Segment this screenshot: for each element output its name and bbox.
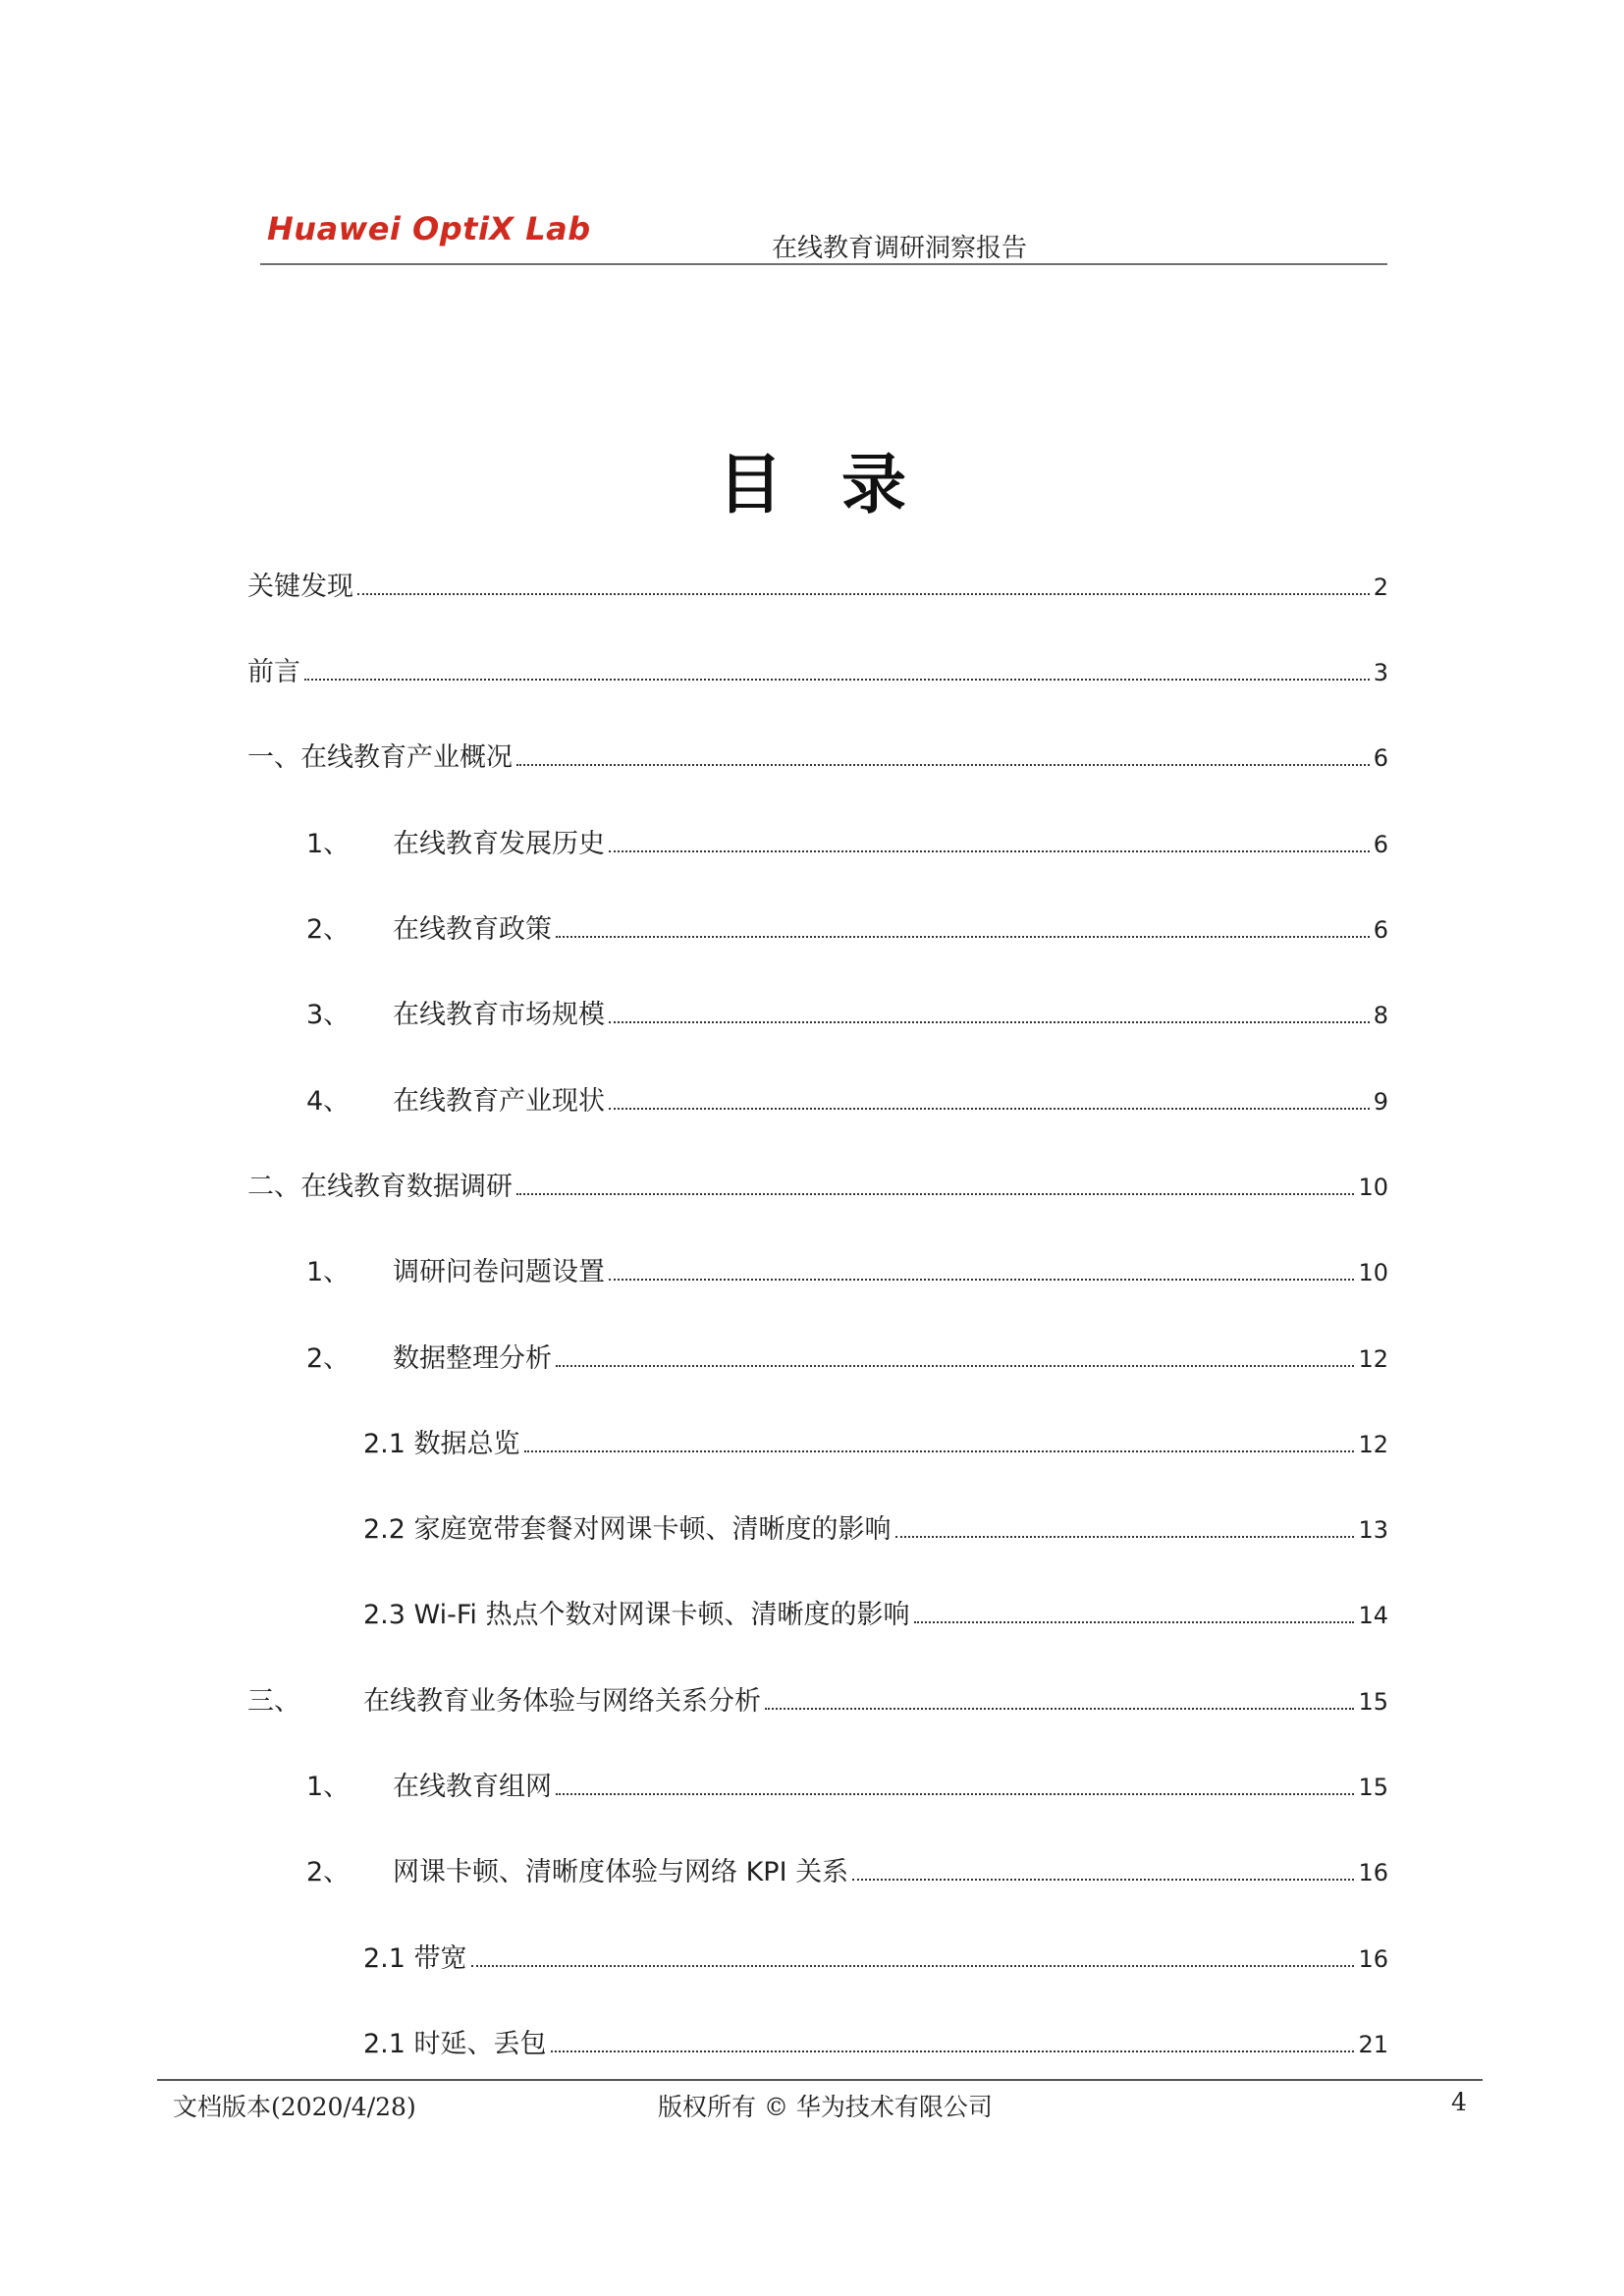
toc-leader-dots <box>609 1021 1370 1023</box>
toc-entry-page: 16 <box>1358 1945 1388 1973</box>
toc-entry-title: 调研问卷问题设置 <box>393 1257 605 1287</box>
toc-entry-title: 数据整理分析 <box>393 1343 552 1374</box>
toc-entry[interactable] <box>306 1764 1388 1803</box>
toc-leader-dots <box>609 1279 1354 1281</box>
toc-entry-title: 二、在线教育数据调研 <box>247 1172 513 1202</box>
toc-entry[interactable] <box>247 649 1388 688</box>
toc-entry-page: 6 <box>1373 831 1388 858</box>
toc-entry-page: 6 <box>1373 916 1388 944</box>
toc-entry-page: 14 <box>1358 1602 1388 1629</box>
toc-entry-title: 在线教育发展历史 <box>393 829 605 859</box>
toc-entry-page: 21 <box>1358 2031 1388 2058</box>
header-logo: Huawei OptiX Lab <box>267 210 591 247</box>
toc-entry[interactable] <box>247 564 1388 603</box>
toc-leader-dots <box>524 1450 1355 1452</box>
toc-entry-number: 1、 <box>306 1257 351 1287</box>
toc-entry[interactable] <box>363 1506 1388 1546</box>
toc-entry[interactable] <box>306 1336 1388 1375</box>
toc-entry[interactable] <box>363 2021 1388 2060</box>
toc-entry-page: 10 <box>1358 1174 1388 1201</box>
toc-entry[interactable] <box>363 1421 1388 1460</box>
toc-leader-dots <box>516 764 1370 766</box>
toc-leader-dots <box>551 2050 1355 2052</box>
toc-entry[interactable] <box>306 992 1388 1031</box>
toc-entry[interactable] <box>247 735 1388 774</box>
toc-leader-dots <box>609 850 1370 852</box>
toc-entry-title: 在线教育业务体验与网络关系分析 <box>363 1686 761 1717</box>
toc-entry-page: 15 <box>1358 1688 1388 1716</box>
toc-entry-page: 12 <box>1358 1345 1388 1373</box>
toc-leader-dots <box>852 1879 1354 1881</box>
toc-entry-title: 在线教育组网 <box>393 1772 552 1802</box>
toc-entry-title: 一、在线教育产业概况 <box>247 742 513 773</box>
toc-entry-page: 15 <box>1358 1774 1388 1801</box>
toc-entry-page: 2 <box>1373 574 1388 601</box>
toc-entry-page: 6 <box>1373 744 1388 772</box>
toc-entry-number: 2、 <box>306 914 351 945</box>
toc-entry-title: 网课卡顿、清晰度体验与网络 KPI 关系 <box>393 1857 849 1887</box>
toc-leader-dots <box>556 1365 1354 1367</box>
toc-entry[interactable] <box>306 821 1388 860</box>
footer-divider <box>157 2079 1483 2081</box>
toc-entry[interactable] <box>306 1849 1388 1888</box>
toc-entry-title: 2.1 数据总览 <box>363 1429 520 1459</box>
toc-heading: 目录 <box>718 447 965 522</box>
toc-entry-title: 2.1 时延、丢包 <box>363 2029 547 2059</box>
toc-leader-dots <box>914 1621 1355 1623</box>
toc-leader-dots <box>895 1536 1355 1538</box>
toc-entry[interactable] <box>247 1678 1388 1718</box>
toc-entry-number: 1、 <box>306 829 351 859</box>
toc-entry-page: 12 <box>1358 1431 1388 1458</box>
toc-leader-dots <box>556 936 1370 938</box>
toc-leader-dots <box>304 679 1370 681</box>
footer-version: 文档版本(2020/4/28) <box>173 2093 416 2121</box>
toc-entry-number: 4、 <box>306 1086 351 1117</box>
footer-page-number: 4 <box>1451 2088 1467 2116</box>
toc-entry[interactable] <box>247 1164 1388 1203</box>
toc-entry-title: 2.3 Wi-Fi 热点个数对网课卡顿、清晰度的影响 <box>363 1600 910 1630</box>
toc-leader-dots <box>471 1965 1355 1967</box>
toc-leader-dots <box>516 1193 1354 1195</box>
toc-entry[interactable] <box>363 1936 1388 1975</box>
toc-entry-page: 16 <box>1358 1859 1388 1886</box>
toc-entry-number: 三、 <box>247 1686 300 1717</box>
toc-entry-title: 2.2 家庭宽带套餐对网课卡顿、清晰度的影响 <box>363 1514 892 1545</box>
toc-entry[interactable] <box>306 1249 1388 1288</box>
toc-entry-title: 前言 <box>247 657 300 687</box>
toc-leader-dots <box>556 1793 1354 1795</box>
toc-leader-dots <box>357 593 1370 595</box>
toc-entry-number: 2、 <box>306 1343 351 1374</box>
toc-entry-number: 1、 <box>306 1772 351 1802</box>
toc-leader-dots <box>609 1108 1370 1110</box>
toc-entry-page: 8 <box>1373 1002 1388 1029</box>
toc-entry-title: 2.1 带宽 <box>363 1943 467 1974</box>
toc-entry-title: 在线教育产业现状 <box>393 1086 605 1117</box>
toc-entry-number: 3、 <box>306 1000 351 1030</box>
toc-entry[interactable] <box>363 1592 1388 1631</box>
toc-entry[interactable] <box>306 906 1388 946</box>
toc-entry-number: 2、 <box>306 1857 351 1887</box>
toc-entry-page: 13 <box>1358 1516 1388 1544</box>
toc-entry-title: 在线教育政策 <box>393 914 552 945</box>
toc-entry-page: 3 <box>1373 659 1388 686</box>
toc-entry-page: 10 <box>1358 1259 1388 1286</box>
toc-leader-dots <box>765 1708 1354 1710</box>
footer-copyright: 版权所有 © 华为技术有限公司 <box>658 2093 993 2121</box>
toc-entry-page: 9 <box>1373 1088 1388 1116</box>
header-title: 在线教育调研洞察报告 <box>772 234 1028 263</box>
toc-entry-title: 关键发现 <box>247 572 353 602</box>
toc-entry-title: 在线教育市场规模 <box>393 1000 605 1030</box>
toc-entry[interactable] <box>306 1078 1388 1118</box>
